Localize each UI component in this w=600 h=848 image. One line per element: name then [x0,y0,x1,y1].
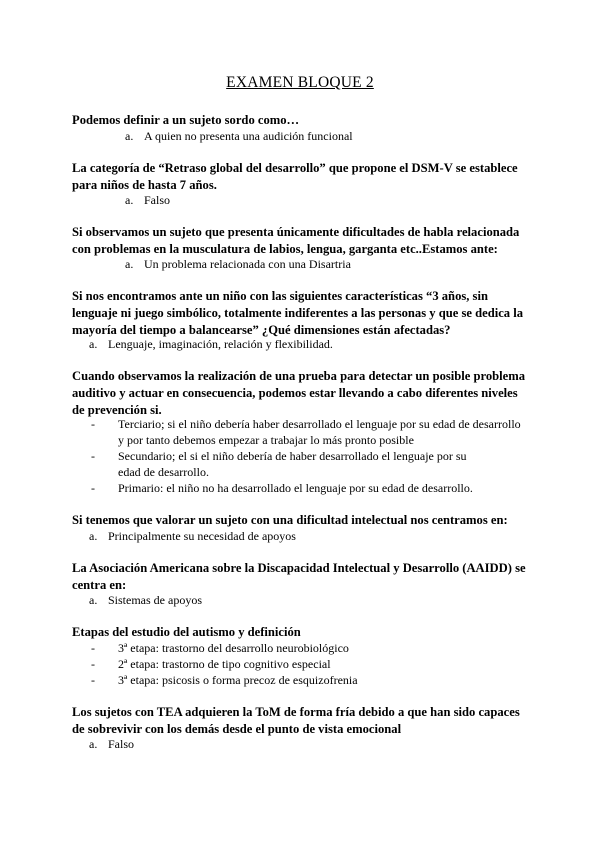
answer-text: Lenguaje, imaginación, relación y flexibilidad. [108,337,333,351]
answer-text: Falso [108,737,135,751]
dash-marker: - [91,657,95,671]
answer-text: A quien no presenta una audición funcional [144,129,353,143]
question-7: La Asociación Americana sobre la Discapacidad Intelectual y Desarrollo (AAIDD) se centra en: [72,561,526,592]
dash-marker: - [91,449,95,463]
answer-text: Principalmente su necesidad de apoyos [108,529,296,543]
dash-marker: - [91,673,95,687]
answer-marker: a. [89,337,98,351]
answer-text: Primario: el niño no ha desarrollado el lenguaje por su edad de desarrollo. [118,481,473,495]
answer-marker: a. [125,193,134,207]
question-1: Podemos definir a un sujeto sordo como… [72,113,300,127]
answer-marker: a. [89,593,98,607]
answer-text: Terciario; si el niño debería haber desarrollado el lenguaje por su edad de desarrollo y por tanto debemos empezar a trabajar lo más pronto posible [118,417,521,447]
question-5: Cuando observamos la realización de una prueba para detectar un posible problema auditivo y actuar en consecuencia, podemos estar llevando a cabo diferentes niveles de prevención si. [72,369,526,417]
question-3: Si observamos un sujeto que presenta únicamente dificultades de habla relacionada con problemas en la musculatura de labios, lengua, garganta etc..Estamos ante: [72,225,520,256]
answer-marker: a. [89,737,98,751]
answer-marker: a. [125,129,134,143]
question-8: Etapas del estudio del autismo y definición [72,625,301,639]
answer-text: 3ª etapa: trastorno del desarrollo neurobiológico [118,641,349,655]
answer-text: Falso [144,193,171,207]
page-title: EXAMEN BLOQUE 2 [226,74,374,91]
dash-marker: - [91,481,95,495]
answer-text: 2ª etapa: trastorno de tipo cognitivo especial [118,657,331,671]
question-9: Los sujetos con TEA adquieren la ToM de forma fría debido a que han sido capaces de sobrevivir con los demás desde el punto de vista emocional [72,705,520,736]
answer-marker: a. [125,257,134,271]
answer-text: Secundario; el si el niño debería de haber desarrollado el lenguaje por su edad de desarrollo. [118,449,467,479]
question-2: La categoría de “Retraso global del desarrollo” que propone el DSM-V se establece para niños de hasta 7 años. [72,161,518,192]
answer-text: Un problema relacionada con una Disartria [144,257,351,271]
question-6: Si tenemos que valorar un sujeto con una dificultad intelectual nos centramos en: [72,513,508,527]
answer-text: 3ª etapa: psicosis o forma precoz de esquizofrenia [118,673,358,687]
dash-marker: - [91,417,95,431]
dash-marker: - [91,641,95,655]
question-4: Si nos encontramos ante un niño con las siguientes características “3 años, sin lenguaje ni juego simbólico, totalmente indiferentes a las personas y que se dedica la mayoría del tiempo a balancearse” ¿Qué dimensiones están afectadas? [72,289,524,337]
answer-marker: a. [89,529,98,543]
answer-text: Sistemas de apoyos [108,593,202,607]
